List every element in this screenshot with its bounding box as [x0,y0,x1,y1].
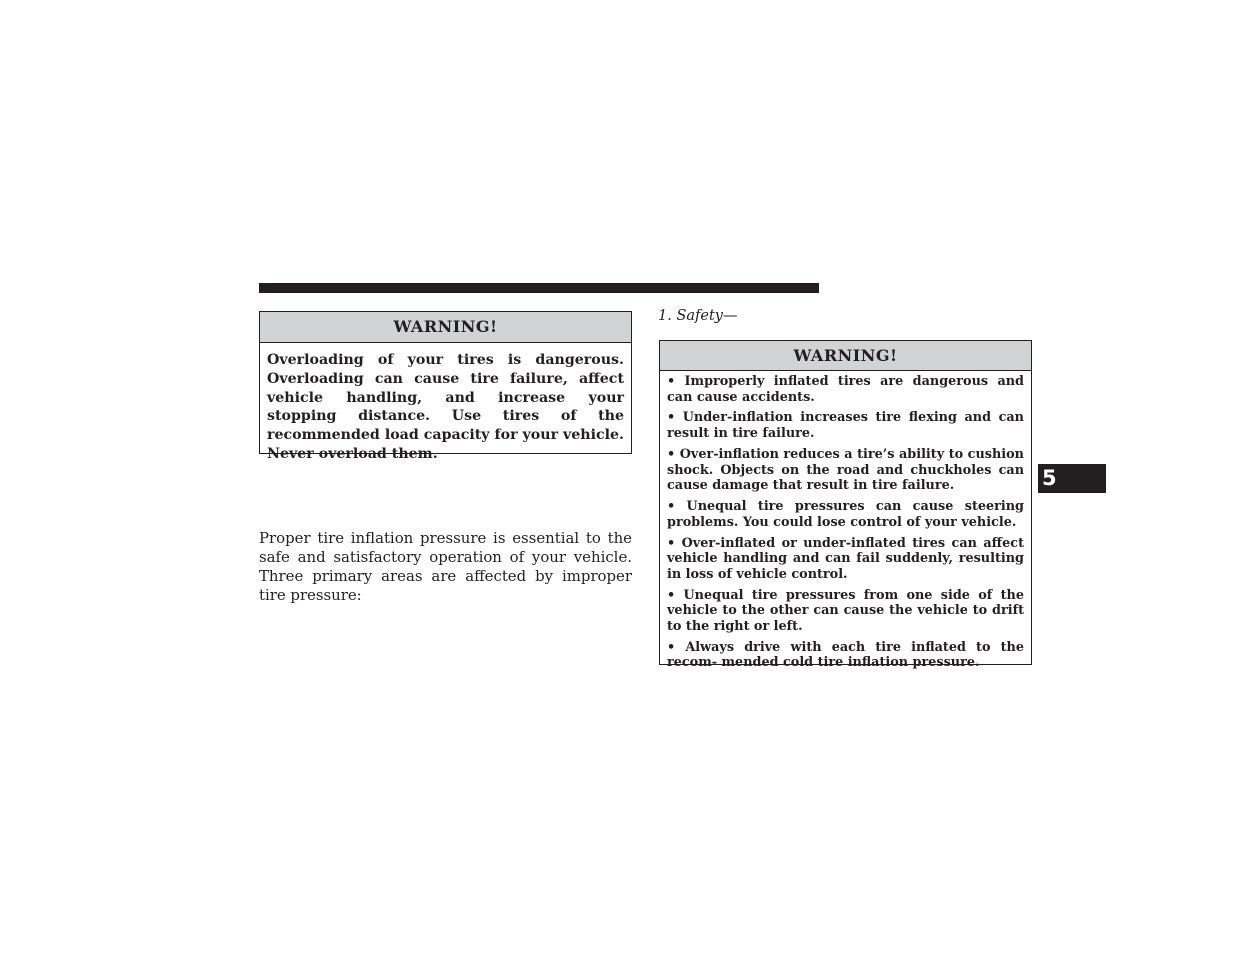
warning-box-inflation [659,340,1032,671]
list-item-safety: 1. Safety— [658,308,738,324]
warning-item: • Under-inflation increases tire flexing and can result in tire failure. [667,410,1024,442]
warning-item: • Unequal tire pressures from one side of the vehicle to the other can cause the vehicle to drift to the right or left. [667,587,1024,634]
warning-heading: WARNING! [660,341,1031,371]
chapter-number: 5 [1042,466,1057,490]
header-rule [259,283,819,293]
warning-list [660,371,1031,671]
warning-text: Overloading of your tires is dangerous. Overloading can cause tire failure, affect vehicle handling, and increase your stopping distance. Use tires of the recommended load capacity for your vehicle. Never overload them. [267,352,624,462]
warning-item: • Over-inflated or under-inflated tires can affect vehicle handling and can fail suddenly, resulting in loss of vehicle control. [667,535,1024,582]
warning-heading: WARNING! [260,312,631,343]
warning-item: • Always drive with each tire inflated to the recom- mended cold tire inflation pressure. [667,639,1024,671]
warning-box-overloading [259,311,632,462]
body-paragraph: Proper tire inflation pressure is essential to the safe and satisfactory operation of your vehicle. Three primary areas are affected by improper tire pressure: [259,529,632,604]
warning-item: • Over-inflation reduces a tire’s ability to cushion shock. Objects on the road and chuckholes can cause damage that result in tire failure. [667,446,1024,494]
warning-item: • Improperly inflated tires are dangerous and can cause accidents. [667,374,1024,405]
chapter-tab [1038,464,1106,493]
warning-item: • Unequal tire pressures can cause steering problems. You could lose control of your vehicle. [667,499,1024,530]
